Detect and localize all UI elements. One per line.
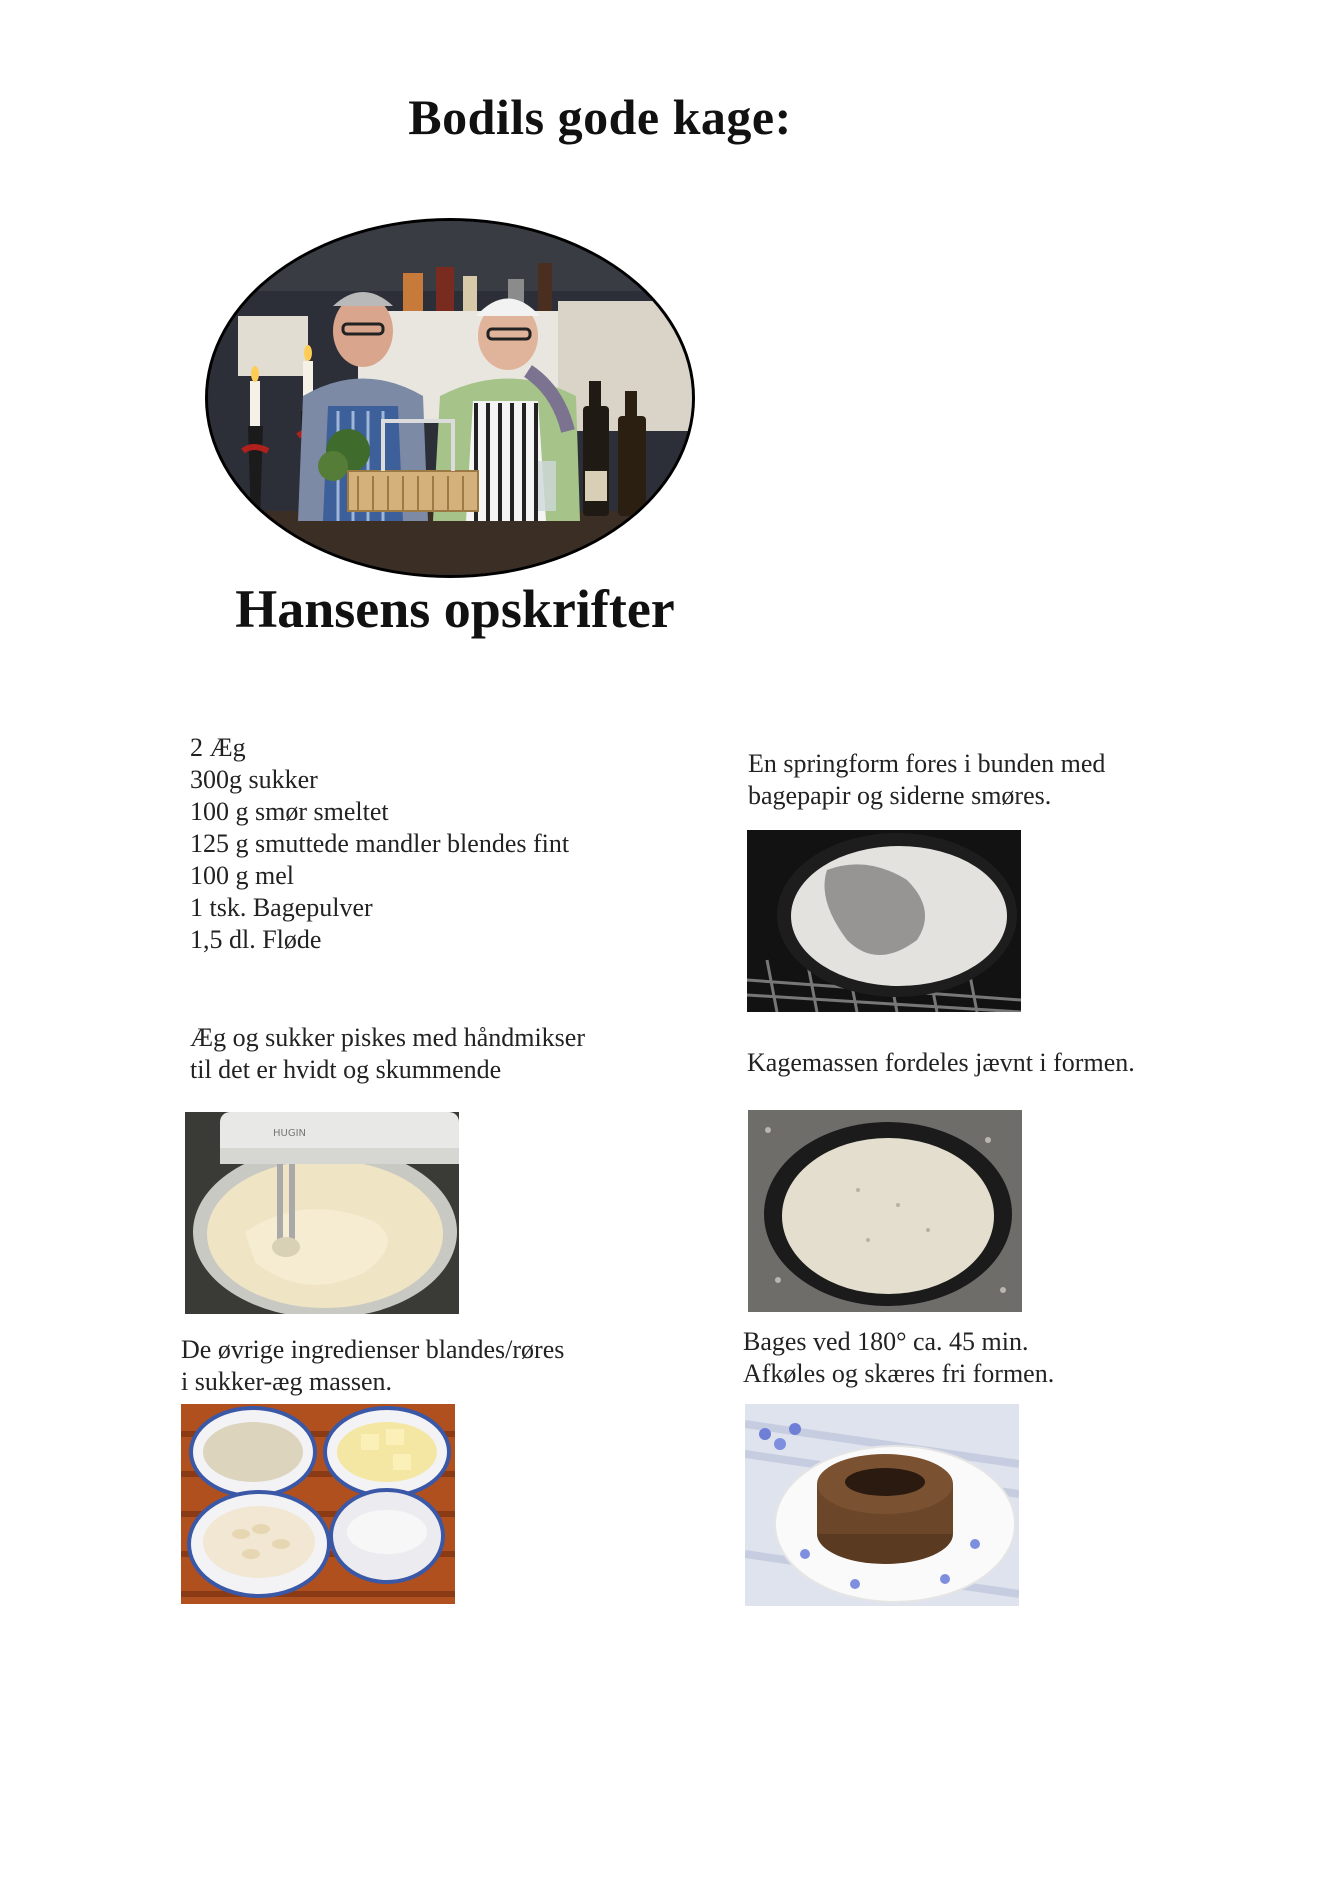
step-whisk-text bbox=[190, 1022, 585, 1086]
step-line: Æg og sukker piskes med håndmikser bbox=[190, 1023, 586, 1052]
step-line: De øvrige ingredienser blandes/røres bbox=[181, 1335, 565, 1364]
chefs-photo bbox=[205, 218, 695, 578]
ingredient-item: 1,5 dl. Fløde bbox=[190, 925, 322, 954]
ingredient-item: 1 tsk. Bagepulver bbox=[190, 893, 373, 922]
step-pan-text bbox=[748, 748, 1105, 812]
ingredient-item: 300g sukker bbox=[190, 765, 318, 794]
step-line: En springform fores i bunden med bbox=[748, 749, 1106, 778]
ingredient-item: 125 g smuttede mandler blendes fint bbox=[190, 829, 570, 858]
batter-photo bbox=[748, 1110, 1022, 1312]
recipe-subtitle: Hansens opskrifter bbox=[235, 579, 675, 639]
recipe-title: Bodils gode kage: bbox=[408, 89, 792, 145]
ingredient-item: 100 g smør smeltet bbox=[190, 797, 389, 826]
ingredient-bowls-photo bbox=[181, 1404, 455, 1604]
mixer-brand: HUGIN bbox=[273, 1128, 307, 1139]
mixer-photo bbox=[185, 1112, 459, 1314]
ingredient-item: 100 g mel bbox=[190, 861, 294, 890]
step-line: Kagemassen fordeles jævnt i formen. bbox=[747, 1048, 1135, 1077]
step-bake-text bbox=[743, 1326, 1054, 1390]
springform-photo bbox=[747, 830, 1021, 1012]
ingredients-list bbox=[190, 732, 569, 956]
step-line: til det er hvidt og skummende bbox=[190, 1055, 502, 1084]
step-line: Bages ved 180° ca. 45 min. bbox=[743, 1327, 1029, 1356]
step-line: Afkøles og skæres fri formen. bbox=[743, 1359, 1055, 1388]
chefs-photo-drawing bbox=[208, 221, 695, 578]
step-spread-text bbox=[747, 1047, 1135, 1079]
finished-cake-photo bbox=[745, 1404, 1019, 1606]
step-line: i sukker-æg massen. bbox=[181, 1367, 393, 1396]
ingredient-item: 2 Æg bbox=[190, 733, 246, 762]
step-mix-text bbox=[181, 1334, 564, 1398]
step-line: bagepapir og siderne smøres. bbox=[748, 781, 1052, 810]
